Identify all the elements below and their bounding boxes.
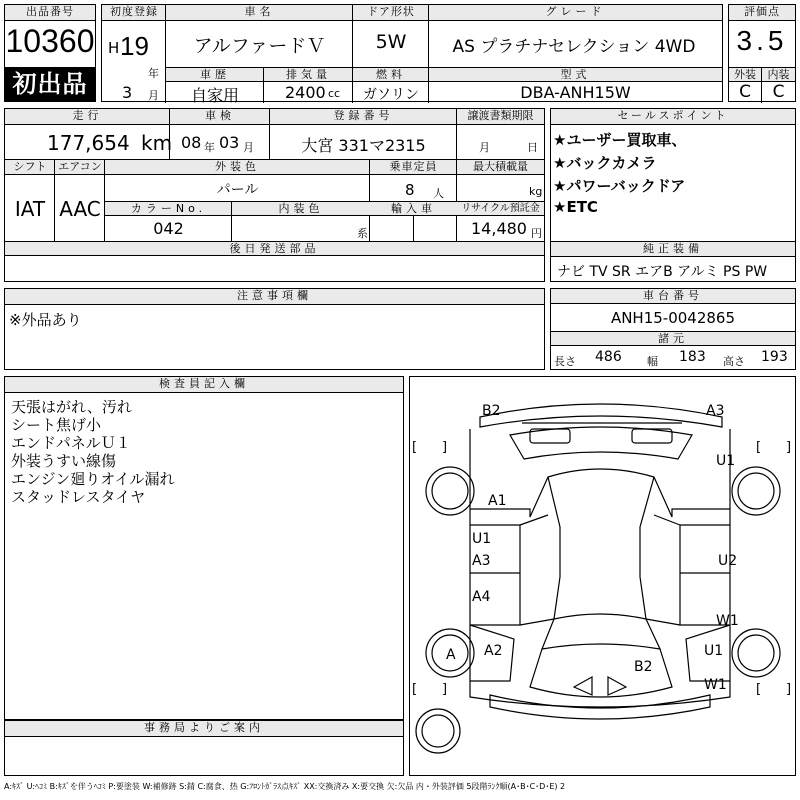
inspection-month: 03: [219, 133, 240, 152]
mileage-value: 177,654: [47, 131, 130, 155]
color-no-value: 042: [153, 219, 184, 238]
displacement-label: 排気量: [264, 68, 353, 82]
height-value: 193: [761, 349, 788, 365]
office-label: 事務局よりご案内: [5, 721, 403, 737]
inspector-line-5: エンジン廻りオイル漏れ: [11, 470, 175, 488]
recycle-label: リサイクル預託金: [457, 202, 544, 216]
vehicle-info-table: [4, 108, 545, 282]
mark-a-left-wheel: A: [446, 647, 456, 663]
lot-box: [4, 4, 96, 102]
chassis-value: ANH15-0042865: [610, 309, 736, 327]
ext-color-value: パール: [216, 182, 259, 198]
score-value: 3.5: [736, 25, 788, 56]
shift-value: IAT: [14, 197, 46, 221]
width-value: 183: [679, 349, 706, 365]
inspector-line-4: 外装うすい線傷: [11, 452, 117, 470]
notes-box: [4, 288, 545, 370]
sales-point-2: ★バックカメラ: [553, 154, 657, 172]
sales-point-4: ★ETC: [553, 198, 598, 216]
inspection-year: 08: [181, 133, 202, 152]
model-name: アルファードＶ: [193, 35, 326, 57]
mark-a2-left-fender: A2: [484, 643, 503, 659]
first-reg-label: 初度登録: [102, 5, 166, 21]
svg-text:]: ]: [786, 682, 792, 697]
inspector-line-2: シート焦げ小: [11, 416, 102, 434]
sales-point-3: ★パワーバックドア: [553, 177, 686, 195]
score-label: 評価点: [729, 5, 795, 21]
int-color-label: 内装色: [232, 202, 370, 216]
notes-label: 注意事項欄: [5, 289, 544, 305]
transfer-label: 譲渡書類期限: [457, 109, 544, 125]
mark-a3-rear-right: A3: [706, 403, 725, 419]
max-load-unit: kg: [529, 185, 543, 198]
inspector-line-6: スタッドレスタイヤ: [11, 488, 146, 506]
first-reg-year-unit: 年: [148, 67, 159, 80]
int-score-value: C: [772, 82, 785, 102]
height-label: 高さ: [723, 355, 745, 368]
capacity-value: 8: [405, 181, 415, 199]
mark-b2-rear-left: B2: [482, 403, 501, 419]
inspector-label: 検査員記入欄: [5, 377, 403, 393]
length-value: 486: [595, 349, 622, 365]
svg-text:]: ]: [786, 440, 792, 455]
mark-a1-left-rear: A1: [488, 493, 507, 509]
door-label: ドア形状: [353, 5, 429, 21]
door-type: 5W: [375, 31, 407, 53]
import-label: 輸入車: [370, 202, 457, 216]
car-outline: [410, 377, 795, 775]
ac-value: AAC: [59, 197, 101, 221]
grade-label: グレード: [429, 5, 722, 21]
model-label: 車名: [166, 5, 353, 21]
sales-points-box: [550, 108, 796, 242]
first-reg-month: 3: [122, 83, 133, 102]
ext-score-value: C: [739, 82, 751, 102]
first-listing-badge: 初出品: [5, 67, 95, 101]
svg-text:]: ]: [442, 682, 448, 697]
reg-no-label: 登録番号: [270, 109, 457, 125]
transfer-month-unit: 月: [479, 141, 490, 154]
mark-u1-right-fender: U1: [704, 643, 724, 659]
inspector-box: [4, 376, 404, 720]
color-no-label: カラーNo.: [105, 202, 232, 216]
equipment-value: ナビ TV SR エアB アルミ PS PW: [557, 264, 768, 280]
mark-a3-left-door: A3: [472, 553, 491, 569]
int-color-unit: 系: [357, 227, 368, 240]
recycle-unit: 円: [531, 227, 542, 240]
history-value: 自家用: [190, 86, 239, 105]
first-reg-year: 19: [120, 31, 149, 61]
mark-b2-hood: B2: [634, 659, 653, 675]
top-table: [101, 4, 723, 105]
svg-text:[: [: [412, 440, 418, 455]
int-score-label: 内装: [762, 68, 795, 82]
equipment-label: 純正装備: [551, 242, 795, 257]
reg-no-value: 大宮 331マ2315: [301, 136, 426, 155]
mark-w1-right-lower: W1: [704, 677, 727, 693]
svg-text:[: [: [412, 682, 418, 697]
inspector-line-1: 天張はがれ、汚れ: [11, 398, 132, 416]
fuel-label: 燃料: [353, 68, 429, 82]
inspector-line-3: エンドパネルＵ１: [11, 434, 131, 452]
mileage-unit: km: [141, 131, 173, 155]
inspection-label: 車検: [170, 109, 270, 125]
type-code-label: 型式: [429, 68, 722, 82]
damage-diagram: [409, 376, 796, 776]
capacity-label: 乗車定員: [370, 160, 457, 175]
mark-a4-left-front-door: A4: [472, 589, 491, 605]
recycle-value: 14,480: [471, 219, 527, 238]
transfer-day-unit: 日: [527, 141, 538, 154]
chassis-label: 車台番号: [551, 289, 795, 304]
inspection-month-unit: 月: [243, 141, 254, 154]
svg-text:[: [: [756, 682, 762, 697]
mark-w1-right-front-door: W1: [716, 613, 739, 629]
sales-points-label: セールスポイント: [551, 109, 795, 125]
type-code-value: DBA-ANH15W: [520, 83, 631, 102]
length-label: 長さ: [554, 355, 576, 368]
ac-label: エアコン: [55, 160, 105, 175]
svg-text:[: [: [756, 440, 762, 455]
shift-label: シフト: [5, 160, 55, 175]
displacement-unit: cc: [328, 87, 341, 100]
first-reg-month-unit: 月: [148, 89, 159, 102]
svg-text:]: ]: [442, 440, 448, 455]
mark-u1-left-door: U1: [472, 531, 492, 547]
equipment-box: [550, 241, 796, 282]
chassis-box: [550, 288, 796, 370]
inspection-year-unit: 年: [204, 141, 215, 154]
mark-u2-right-door: U2: [718, 553, 738, 569]
sales-point-1: ★ユーザー買取車、: [553, 131, 687, 149]
width-label: 幅: [647, 355, 658, 368]
ext-color-label: 外装色: [105, 160, 370, 175]
displacement-value: 2400: [285, 83, 326, 102]
fuel-value: ガソリン: [363, 87, 419, 103]
legend-text: A:ｷｽﾞ U:ﾍｺﾐ B:ｷｽﾞを伴うﾍｺﾐ P:要塗装 W:補修跡 S:錆 C:腐食、热 G:ﾌﾛﾝﾄｶﾞﾗｽ点ｷｽﾞ XX:交換済み X:要交換 欠:欠品 内・外装評価 5段階ﾗﾝｸ順(A･B･C･D･E) 2: [4, 782, 566, 791]
history-label: 車歴: [166, 68, 264, 82]
office-box: [4, 720, 404, 776]
later-parts-label: 後日発送部品: [5, 242, 544, 256]
grade-value: AS プラチナセレクション 4WD: [452, 37, 696, 57]
notes-value: ※外品あり: [9, 311, 82, 329]
first-reg-era: H: [108, 39, 120, 57]
mark-u1-right-rear: U1: [716, 453, 736, 469]
ext-score-label: 外装: [729, 68, 761, 82]
lot-number: 10360: [5, 23, 95, 59]
mileage-label: 走行: [5, 109, 170, 125]
score-box: [728, 4, 796, 102]
capacity-unit: 人: [433, 187, 444, 200]
specs-label: 諸元: [551, 332, 795, 346]
lot-label: 出品番号: [5, 5, 95, 21]
max-load-label: 最大積載量: [457, 160, 544, 175]
